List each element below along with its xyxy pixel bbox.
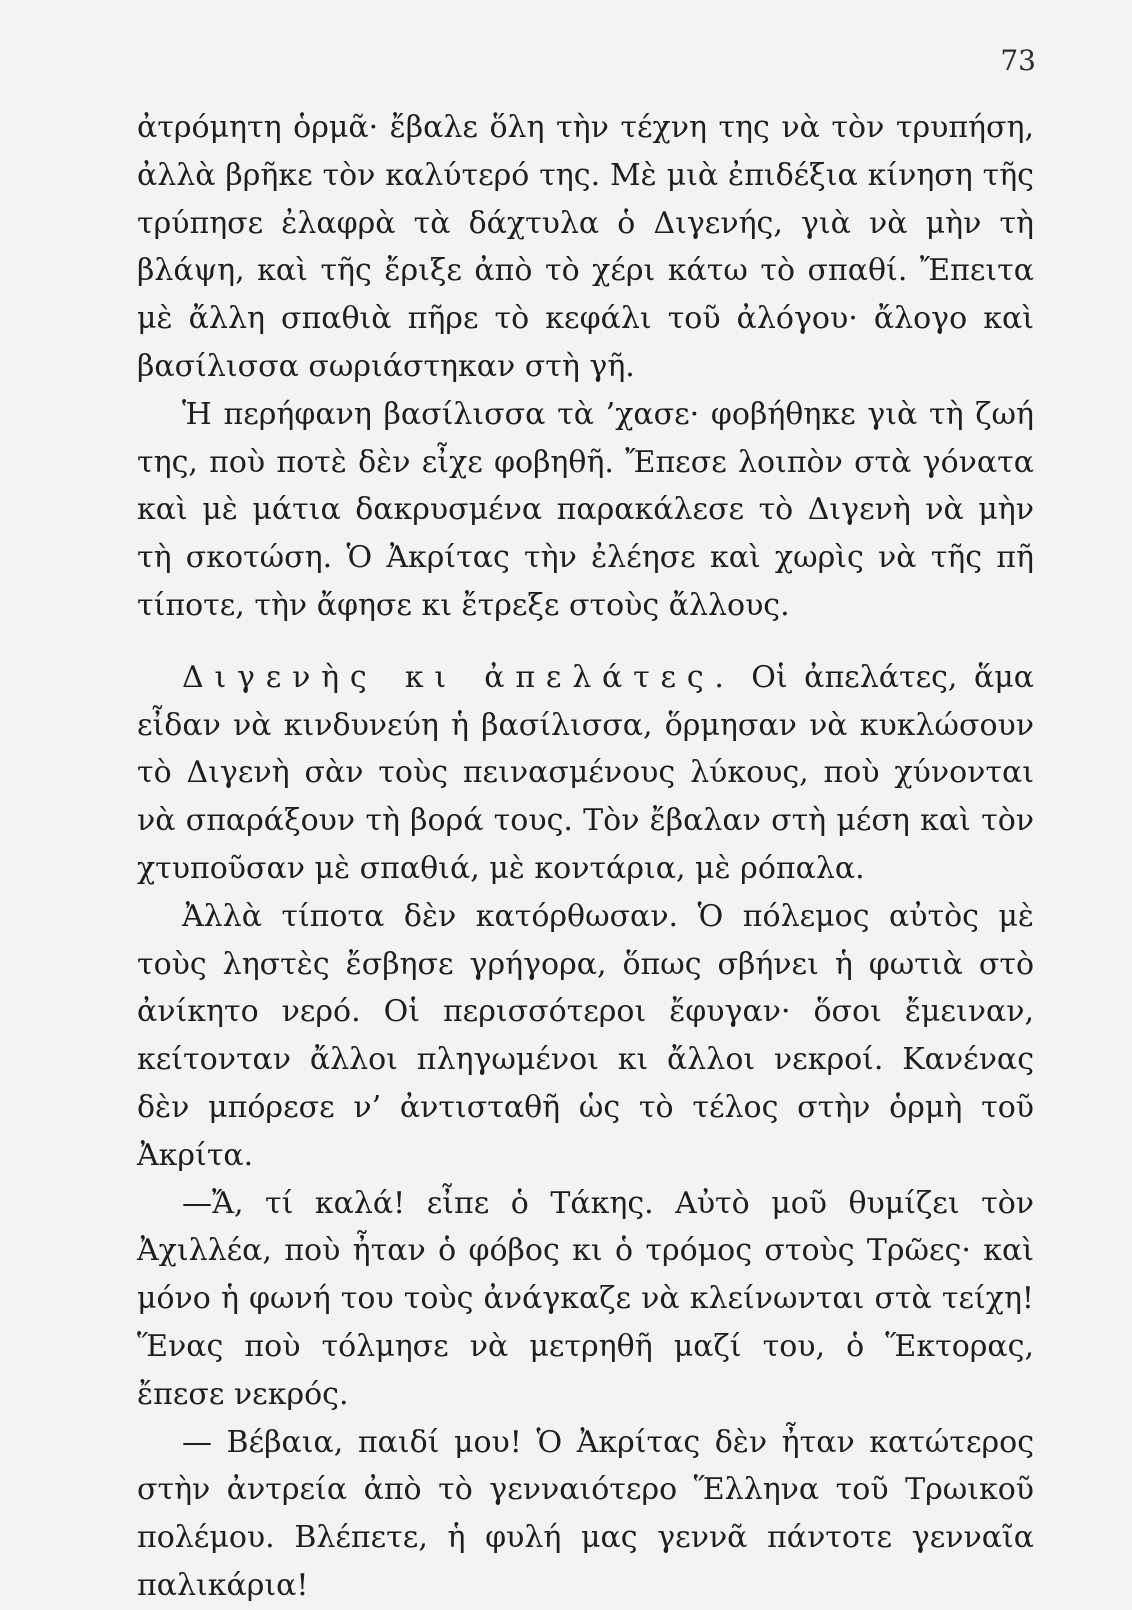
paragraph-4: Ἀλλὰ τίποτα δὲν κατόρθωσαν. Ὁ πόλεμος αὐτὸς μὲ τοὺς ληστὲς ἔσβησε γρήγορα, ὅπως σβήνει ἡ φωτιὰ στὸ ἀνίκητο νερό. Οἱ περισσότεροι ἔφυγαν· ὅσοι ἔμειναν, κείτονταν ἄλλοι πληγωμένοι κι ἄλλοι νεκροί. Κανένας δὲν μπόρεσε ν’ ἀντισταθῆ ὡς τὸ τέλος στὴν ὁρμὴ τοῦ Ἀκρίτα. bbox=[137, 898, 1034, 1173]
paragraph-6: — Βέβαια, παιδί μου! Ὁ Ἀκρίτας δὲν ἦταν κατώτερος στὴν ἀντρεία ἀπὸ τὸ γενναιότερο Ἕλληνα τοῦ Τρωικοῦ πολέμου. Βλέπετε, ἡ φυλή μας γεννᾶ πάντοτε γενναῖα παλικάρια! bbox=[137, 1424, 1034, 1603]
section-heading: Διγενὴς κι ἀπελάτες. bbox=[182, 659, 735, 695]
paragraph-3 bbox=[137, 654, 1034, 893]
page-number: 73 bbox=[1000, 44, 1036, 77]
paragraph-5: —Ἄ, τί καλά! εἶπε ὁ Τάκης. Αὐτὸ μοῦ θυμίζει τὸν Ἀχιλλέα, ποὺ ἦταν ὁ φόβος κι ὁ τρόμος στοὺς Τρῶες· καὶ μόνο ἡ φωνή του τοὺς ἀνάγκαζε νὰ κλείνωνται στὰ τείχη! Ἕνας ποὺ τόλμησε νὰ μετρηθῆ μαζί του, ὁ Ἕκτορας, ἔπεσε νεκρός. bbox=[137, 1185, 1034, 1412]
paragraph-1: ἀτρόμητη ὁρμᾶ· ἔβαλε ὅλη τὴν τέχνη της νὰ τὸν τρυπήση, ἀλλὰ βρῆκε τὸν καλύτερό της. Μὲ μιὰ ἐπιδέξια κίνηση τῆς τρύπησε ἐλαφρὰ τὰ δάχτυλα ὁ Διγενής, γιὰ νὰ μὴν τὴ βλάψη, καὶ τῆς ἔριξε ἀπὸ τὸ χέρι κάτω τὸ σπαθί. Ἔπειτα μὲ ἄλλη σπαθιὰ πῆρε τὸ κεφάλι τοῦ ἀλόγου· ἄλογο καὶ βασίλισσα σωριάστηκαν στὴ γῆ. bbox=[137, 110, 1034, 384]
paragraph-2: Ἡ περήφανη βασίλισσα τὰ ’χασε· φοβήθηκε γιὰ τὴ ζωή της, ποὺ ποτὲ δὲν εἶχε φοβηθῆ. Ἔπεσε λοιπὸν στὰ γόνατα καὶ μὲ μάτια δακρυσμένα παρακάλεσε τὸ Διγενὴ νὰ μὴν τὴ σκοτώση. Ὁ Ἀκρίτας τὴν ἐλέησε καὶ χωρὶς νὰ τῆς πῆ τίποτε, τὴν ἄφησε κι ἔτρεξε στοὺς ἄλλους. bbox=[137, 396, 1034, 623]
body-text bbox=[137, 104, 1034, 1610]
paragraph-3-text: Οἱ ἀπελάτες, ἅμα εἶδαν νὰ κινδυνεύη ἡ βασίλισσα, ὅρμησαν νὰ κυκλώσουν τὸ Διγενὴ σὰν τοὺς πεινασμένους λύκους, ποὺ χύνονται νὰ σπαράξουν τὴ βορά τους. Τὸν ἔβαλαν στὴ μέση καὶ τὸν χτυποῦσαν μὲ σπαθιά, μὲ κοντάρια, μὲ ρόπαλα. bbox=[137, 659, 1034, 886]
